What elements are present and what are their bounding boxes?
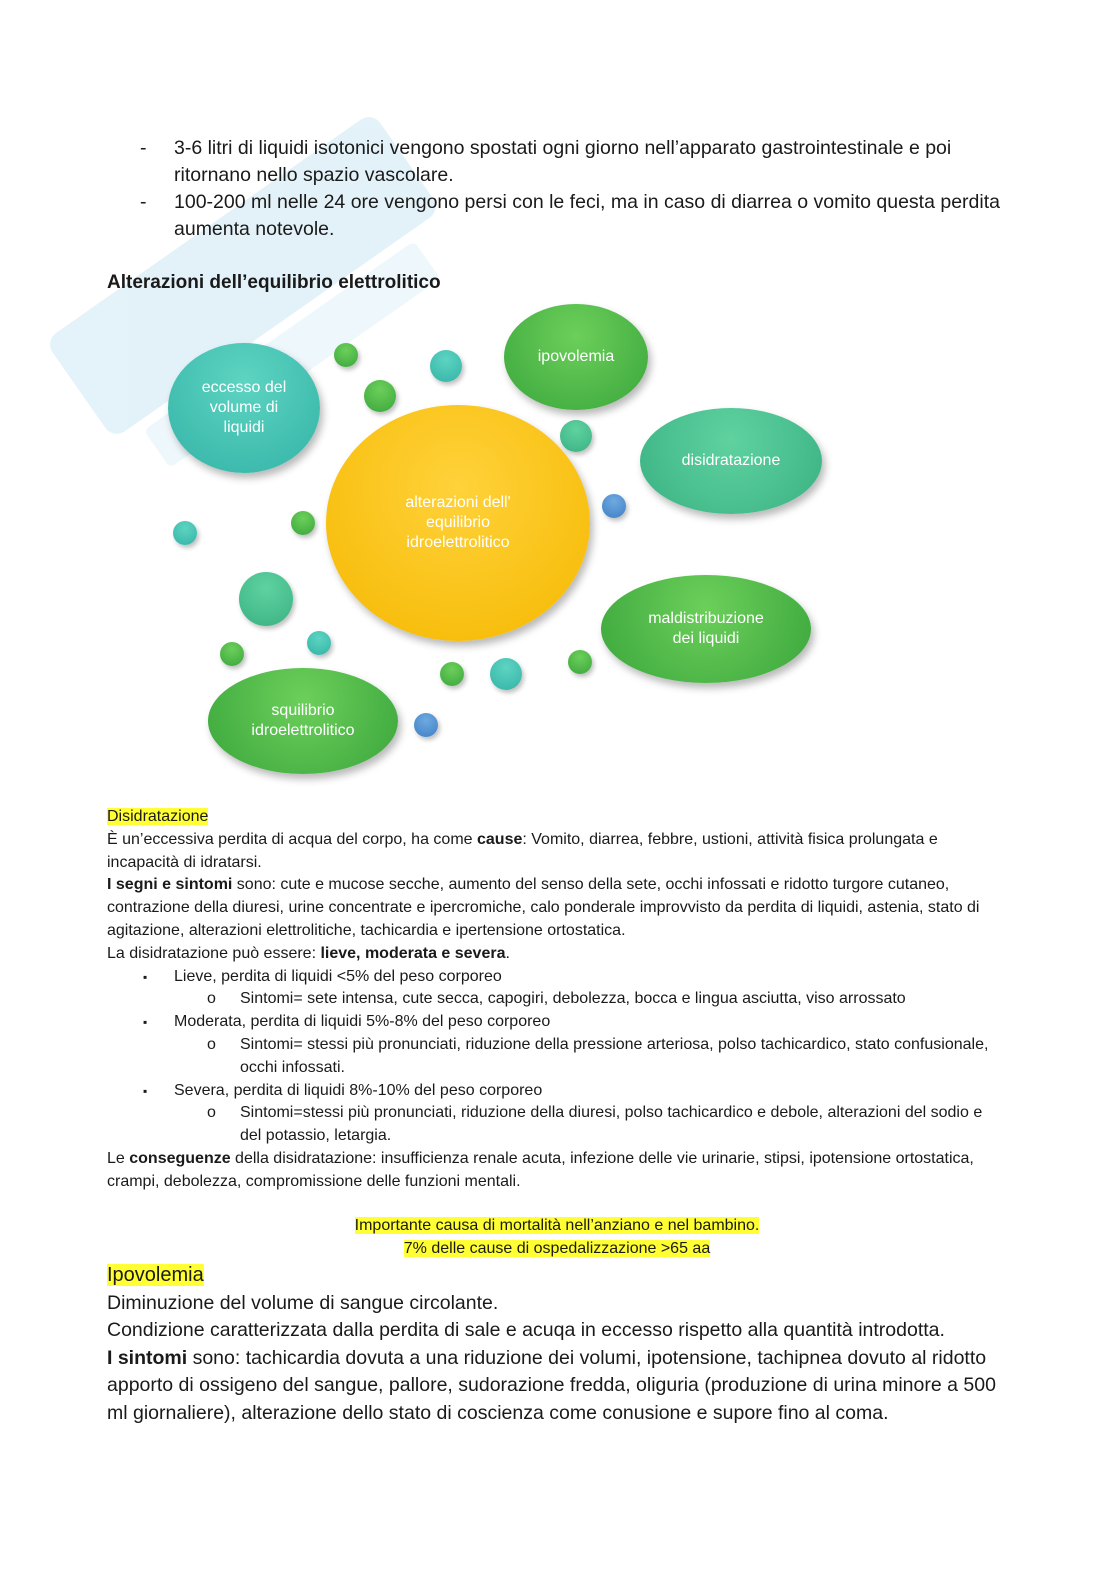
disidratazione-bubble	[640, 408, 822, 514]
maldistribuzione-label: maldistribuzione dei liquidi	[648, 610, 764, 647]
note-line-1: Importante causa di mortalità nell’anziano e nel bambino.	[354, 1217, 760, 1234]
eccesso-bubble	[168, 343, 320, 473]
disidratazione-levels: La disidratazione può essere: lieve, moderata e severa.	[107, 944, 510, 962]
decor-dot	[568, 650, 592, 674]
ipovolemia-symptoms: I sintomi sono: tachicardia dovuta a una riduzione dei volumi, ipotensione, tachipnea dovuto al ridotto apporto di ossigeno del sangue, pallore, sudorazione fredda, oliguria (produzione di urina minore a 500 ml giornaliere), alterazione dello stato di coscienza come conusione e supore fino al coma.	[107, 1346, 996, 1424]
ipovolemia-line-1: Diminuzione del volume di sangue circolante.	[107, 1291, 499, 1314]
decor-dot	[291, 511, 315, 535]
dash-marker: -	[140, 191, 147, 213]
square-bullet: ▪	[143, 1083, 148, 1098]
symptom-text: Sintomi=stessi più pronunciati, riduzione della diuresi, polso tachicardico e debole, alterazioni del sodio e del potassio, letargia.	[240, 1104, 983, 1145]
square-bullet: ▪	[143, 969, 148, 984]
decor-dot	[440, 662, 464, 686]
disidratazione-signs: I segni e sintomi sono: cute e mucose secche, aumento del senso della sete, occhi infossati e ridotto turgore cutaneo, contrazione della diuresi, urine concentrate e ipercromiche, calo ponderale improvvisto da perdita di liquidi, astenia, stato di agitazione, alterazioni elettrolitiche, tachicardia e ipertensione ortostatica.	[107, 876, 980, 939]
disidratazione-heading: Disidratazione	[107, 808, 209, 825]
decor-dot	[173, 521, 197, 545]
decor-dot	[430, 350, 462, 382]
center-bubble	[326, 405, 590, 641]
ipovolemia-bubble	[504, 304, 648, 410]
list-item	[107, 1011, 1007, 1034]
bubble-diagram	[160, 300, 840, 790]
decor-dot	[220, 642, 244, 666]
level-text: Lieve, perdita di liquidi <5% del peso corporeo	[174, 967, 502, 985]
list-item	[107, 1102, 1007, 1148]
decor-dot	[560, 420, 592, 452]
symptom-text: Sintomi= stessi più pronunciati, riduzione della pressione arteriosa, polso tachicardico, stato confusionale, occhi infossati.	[240, 1035, 989, 1076]
list-item	[107, 1080, 1007, 1103]
list-item	[107, 988, 1007, 1011]
list-item	[107, 966, 1007, 989]
decor-dot	[307, 631, 331, 655]
circle-bullet: o	[207, 990, 216, 1008]
top-dash-list	[107, 135, 1007, 243]
level-text: Moderata, perdita di liquidi 5%-8% del peso corporeo	[174, 1013, 551, 1031]
disidratazione-intro: È un’eccessiva perdita di acqua del corpo, ha come cause: Vomito, diarrea, febbre, ustioni, attività fisica prolungata e incapacità di idratarsi.	[107, 830, 938, 871]
note-line-2: 7% delle cause di ospedalizzazione >65 aa	[403, 1239, 711, 1257]
square-bullet: ▪	[143, 1015, 148, 1030]
decor-dot	[364, 380, 396, 412]
dash-marker: -	[140, 137, 147, 159]
disidratazione-section	[107, 806, 1007, 1194]
symptom-text: Sintomi= sete intensa, cute secca, capogiri, debolezza, bocca e lingua asciutta, viso arrossato	[240, 990, 906, 1008]
decor-dot	[239, 572, 293, 626]
level-text: Severa, perdita di liquidi 8%-10% del peso corporeo	[174, 1081, 543, 1099]
decor-dot	[414, 713, 438, 737]
ipovolemia-line-2: Condizione caratterizzata dalla perdita di sale e acuqa in eccesso rispetto alla quantità introdotta.	[107, 1319, 945, 1341]
list-item	[107, 1034, 1007, 1080]
list-item-text: 3-6 litri di liquidi isotonici vengono spostati ogni giorno nell’apparato gastrointestinale e poi ritornano nello spazio vascolare.	[174, 137, 952, 186]
decor-dot	[602, 494, 626, 518]
list-item-text: 100-200 ml nelle 24 ore vengono persi con le feci, ma in caso di diarrea o vomito questa perdita aumenta notevole.	[174, 191, 1000, 240]
ipovolemia-section	[107, 1262, 1007, 1427]
maldistribuzione-bubble	[601, 575, 811, 683]
circle-bullet: o	[207, 1104, 216, 1122]
decor-dot	[490, 658, 522, 690]
squilibrio-label: squilibrio idroelettrolitico	[251, 702, 355, 739]
ipovolemia-label: ipovolemia	[537, 348, 615, 365]
disidratazione-label: disidratazione	[681, 452, 781, 469]
disidratazione-consequences: Le conseguenze della disidratazione: insufficienza renale acuta, infezione delle vie urinarie, stipsi, ipotensione ortostatica, crampi, debolezza, compromissione delle funzioni mentali.	[107, 1149, 974, 1190]
list-item	[107, 189, 1007, 243]
circle-bullet: o	[207, 1035, 216, 1053]
eccesso-label: eccesso del volume di liquidi	[201, 379, 287, 436]
center-bubble-label: alterazioni dell' equilibrio idroelettrolitico	[405, 494, 511, 551]
squilibrio-bubble	[208, 668, 398, 774]
ipovolemia-heading: Ipovolemia	[107, 1264, 204, 1286]
list-item	[107, 135, 1007, 189]
decor-dot	[334, 343, 358, 367]
section-title: Alterazioni dell’equilibrio elettrolitico	[107, 272, 441, 293]
highlighted-note	[107, 1215, 1007, 1261]
